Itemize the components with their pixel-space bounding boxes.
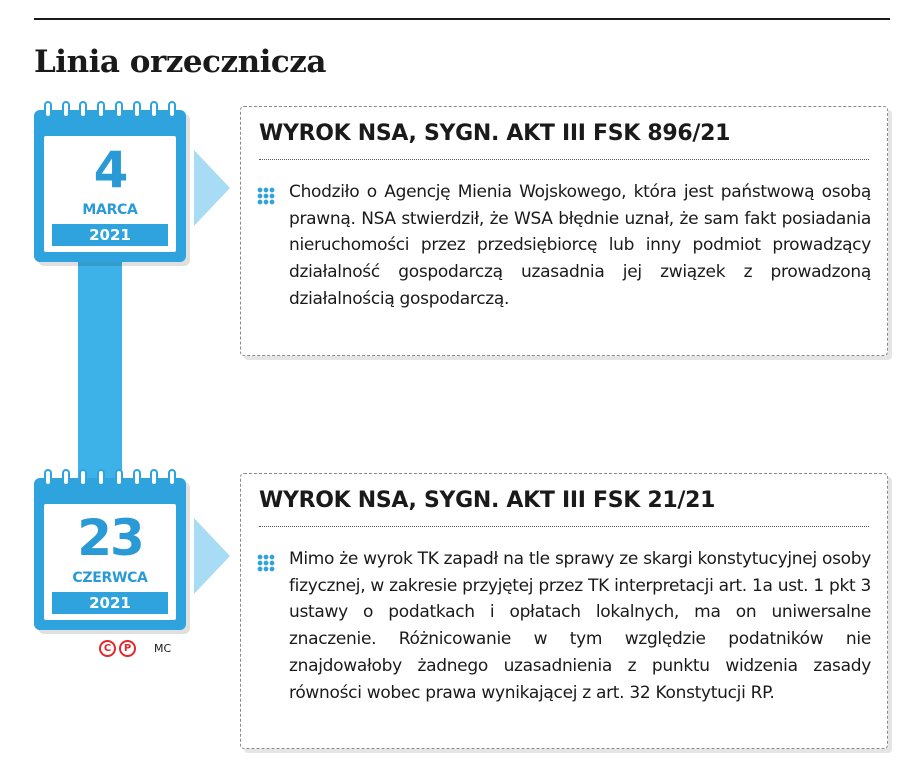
calendar-page	[44, 504, 176, 620]
ruling-card	[240, 473, 888, 749]
calendar-month: MARCA	[82, 202, 138, 218]
calendar-icon	[34, 110, 186, 262]
dots-grid-icon	[257, 554, 275, 572]
ruling-text: Chodziło o Agencję Mienia Wojskowego, która jest państwową osobą prawną. NSA stwierdził, że WSA błędnie uznał, że sam fakt posiadania nieruchomości przez przedsiębiorcę lub inny podmiot prowadzący działalność gospodarczą uzasadnia jej związek z prowadzoną działalnością gospodarczą.	[289, 182, 871, 309]
calendar-rings	[44, 469, 176, 486]
calendar-month: CZERWCA	[72, 570, 148, 586]
page-title: Linia orzecznicza	[34, 44, 326, 80]
ruling-text: Mimo że wyrok TK zapadł na tle sprawy ze skargi konstytucyjnej osoby fizycznej, w zakresie przyjętej przez TK interpretacji art. 1a ust. 1 pkt 3 ustawy o podatkach i opłatach lokalnych, ma on uniwersalne znaczenie. Różnicowanie w tym względzie podatników nie znajdowałoby żadnego uzasadnienia z punktu widzenia zasady równości wobec prawa wynikającej z art. 32 Konstytucji RP.	[289, 549, 871, 703]
timeline-connector	[78, 255, 122, 487]
ruling-title: WYROK NSA, SYGN. AKT III FSK 896/21	[259, 121, 731, 146]
calendar-year: 2021	[52, 224, 168, 246]
arrow-right-icon	[194, 518, 230, 594]
divider	[259, 526, 869, 527]
arrow-right-icon	[194, 150, 230, 226]
calendar-day: 4	[93, 141, 127, 199]
publisher-logos	[99, 640, 136, 657]
ruling-title: WYROK NSA, SYGN. AKT III FSK 21/21	[259, 488, 716, 513]
ruling-card	[240, 106, 888, 356]
calendar-rings	[44, 101, 176, 118]
author-initials: MC	[154, 642, 172, 655]
divider	[259, 159, 869, 160]
calendar-icon	[34, 478, 186, 630]
calendar-day: 23	[77, 509, 143, 567]
copyright-icon: C	[99, 640, 116, 657]
calendar-year: 2021	[52, 592, 168, 614]
top-rule	[34, 18, 890, 20]
calendar-page	[44, 136, 176, 252]
publisher-icon: P	[119, 640, 136, 657]
dots-grid-icon	[257, 187, 275, 205]
